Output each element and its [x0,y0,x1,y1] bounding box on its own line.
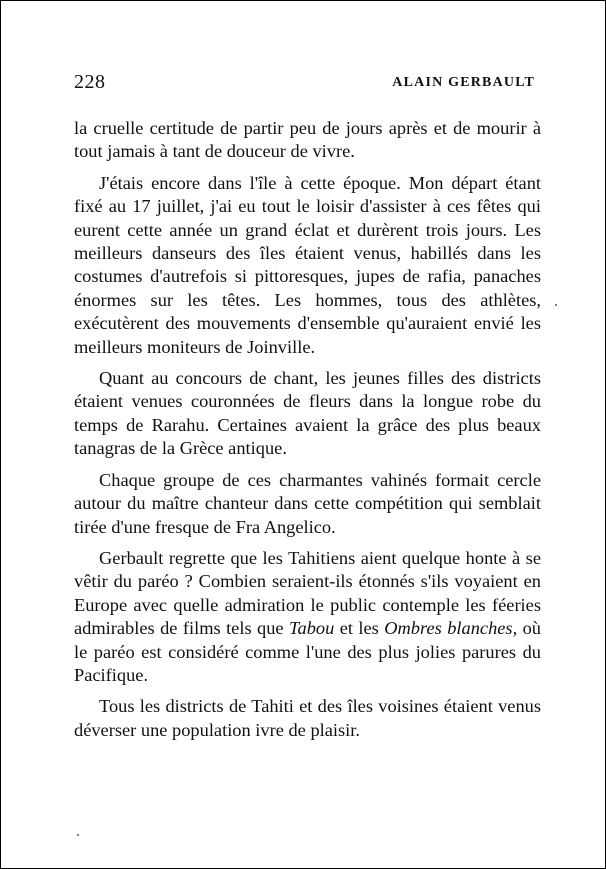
paragraph-3: Quant au concours de chant, les jeunes filles des districts étaient venues couronnées de fleurs dans la longue robe du temps de Rarahu. Certaines avaient la grâce des plus beaux tanagras de la Grèce antique. [74,368,541,459]
paragraph-4: Chaque groupe de ces charmantes vahinés formait cercle autour du maître chanteur dans cette compétition qui semblait tirée d'une fresque de Fra Angelico. [74,469,541,537]
film-title-tabou: Tabou [288,618,335,639]
paragraph-5-part-1: Gerbault regrette que les Tahitiens aient quelque honte à se vêtir du paréo ? Combien seraient-ils étonnés s'ils voyaient en Europe avec quelle admiration le public contemple les féeries admirables de films tels que [74,547,541,639]
film-title-ombres-blanches: Ombres blanches, [384,618,518,639]
page-header [74,71,535,95]
paragraph-5-part-2: et les [334,618,385,639]
scan-speck [555,304,557,306]
body-text [74,117,541,750]
page-number: 228 [74,71,106,93]
paragraph-2: J'étais encore dans l'île à cette époque. Mon départ étant fixé au 17 juillet, j'ai eu tout le loisir d'assister à ces fêtes qui eurent cette année un grand éclat et durèrent trois jours. Les meilleurs danseurs des îles étaient venus, habillés dans les costumes d'autrefois si pittoresques, jupes de rafia, panaches énormes sur les têtes. Les hommes, tous des athlètes, exécutèrent des mouvements d'ensemble qu'auraient envié les meilleurs moniteurs de Joinville. [74,172,541,357]
paragraph-5-part-3: où le paréo est considéré comme l'une des plus jolies parures du Pacifique. [74,618,541,685]
paragraph-5 [74,547,541,687]
paragraph-1: la cruelle certitude de partir peu de jours après et de mourir à tout jamais à tant de douceur de vivre. [74,118,541,162]
scan-speck [77,834,79,836]
paragraph-6: Tous les districts de Tahiti et des îles voisines étaient venus déverser une population ivre de plaisir. [74,696,541,740]
running-head-author: ALAIN GERBAULT [392,75,535,90]
